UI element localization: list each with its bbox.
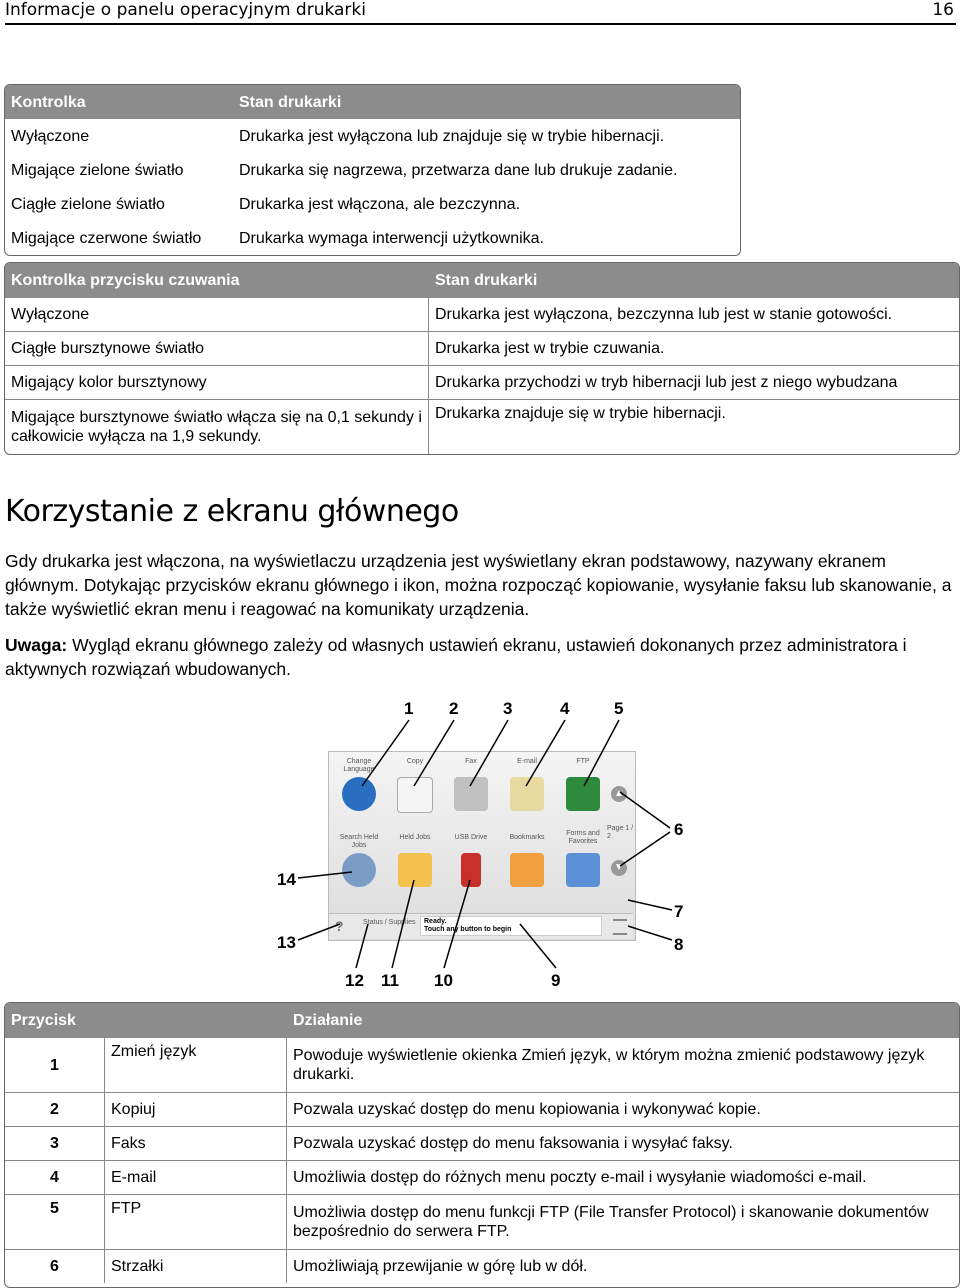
- table-cell: Migające czerwone światło: [11, 229, 202, 247]
- status-message: [420, 916, 602, 936]
- help-icon: ?: [335, 918, 344, 934]
- tile-copy: [389, 758, 441, 813]
- folder-icon: [398, 853, 432, 887]
- callout-number: 13: [277, 933, 296, 952]
- table-cell: 4: [5, 1160, 105, 1194]
- tile-search-held-jobs: [333, 834, 385, 887]
- section-title: Korzystanie z ekranu głównego: [5, 494, 459, 529]
- usb-icon: [461, 853, 481, 887]
- table-cell: Drukarka jest w trybie czuwania.: [429, 331, 959, 365]
- tile-label: USB Drive: [454, 834, 488, 841]
- callout-number: 7: [674, 902, 684, 921]
- table-row: [5, 1249, 959, 1283]
- fax-icon: [454, 777, 488, 811]
- col-header-action: Działanie: [287, 1003, 959, 1037]
- col-header-sleep-light: Kontrolka przycisku czuwania: [5, 263, 429, 297]
- arrow-up-icon: ▲: [611, 786, 627, 802]
- table-row: [5, 297, 959, 331]
- col-header-state: Stan drukarki: [233, 85, 740, 119]
- tile-fax: [445, 758, 497, 811]
- note-label: Uwaga:: [5, 635, 68, 655]
- table-row: [5, 365, 959, 399]
- tile-label: Held Jobs: [399, 834, 431, 841]
- table-cell: 3: [5, 1126, 105, 1160]
- table-cell: 6: [5, 1249, 105, 1283]
- status-bar: [329, 913, 633, 939]
- col-header-button: Przycisk: [5, 1003, 287, 1037]
- table-cell: Zmień język: [105, 1037, 287, 1092]
- table-cell: 1: [5, 1037, 105, 1092]
- tile-label: Change Language: [343, 758, 375, 773]
- arrow-down-icon: ▼: [611, 860, 627, 876]
- tile-label: Bookmarks: [509, 834, 545, 841]
- table-cell: Kopiuj: [105, 1092, 287, 1126]
- callout-number: 14: [277, 870, 296, 889]
- table-row: [5, 1092, 959, 1126]
- table-row: [5, 399, 959, 454]
- menu-icon: [613, 919, 627, 935]
- globe-icon: [342, 777, 376, 811]
- copy-icon: [397, 777, 433, 813]
- button-action-table: [4, 1002, 960, 1288]
- table-cell: Faks: [105, 1126, 287, 1160]
- table-row: [5, 1126, 959, 1160]
- tile-label: Search Held Jobs: [339, 834, 379, 849]
- home-screen-figure: [328, 751, 636, 941]
- col-header-light: Kontrolka: [5, 85, 233, 119]
- magnifier-icon: [342, 853, 376, 887]
- tile-bookmarks: [501, 834, 553, 887]
- table-cell: Ciągłe bursztynowe światło: [5, 331, 429, 365]
- table-cell: 5: [5, 1194, 105, 1249]
- indicator-light-table: [4, 84, 741, 256]
- table-cell: Umożliwia dostęp do menu funkcji FTP (File Transfer Protocol) i skanowanie dokumentów bezpośrednio do serwera FTP.: [287, 1194, 959, 1249]
- tile-label: Copy: [406, 758, 424, 765]
- callout-number: 6: [674, 820, 684, 839]
- table-cell: E-mail: [105, 1160, 287, 1194]
- tile-ftp: [557, 758, 609, 811]
- table-row: [5, 1037, 959, 1092]
- tile-email: [501, 758, 553, 811]
- status-message-line: Ready.: [424, 918, 447, 925]
- callout-number: 3: [503, 699, 513, 718]
- table-row: [5, 153, 740, 187]
- callout-number: 1: [404, 699, 414, 718]
- table-cell: Umożliwiają przewijanie w górę lub w dół.: [287, 1249, 959, 1283]
- callout-number: 8: [674, 935, 684, 954]
- table-cell: Pozwala uzyskać dostęp do menu kopiowania i wykonywać kopie.: [287, 1092, 959, 1126]
- table-cell: 2: [5, 1092, 105, 1126]
- tile-change-language: [333, 758, 385, 811]
- callout-number: 9: [551, 971, 561, 990]
- table-cell: Ciągłe zielone światło: [11, 195, 165, 213]
- table-cell: Drukarka jest włączona, ale bezczynna.: [239, 195, 521, 213]
- table-cell: Drukarka jest wyłączona, bezczynna lub jest w stanie gotowości.: [429, 297, 959, 331]
- table-cell: Drukarka znajduje się w trybie hibernacji.: [429, 399, 959, 454]
- page-header: [5, 0, 956, 25]
- forms-icon: [566, 853, 600, 887]
- table-cell: Umożliwia dostęp do różnych menu poczty e-mail i wysyłanie wiadomości e-mail.: [287, 1160, 959, 1194]
- callout-number: 2: [449, 699, 459, 718]
- tile-label: E-mail: [517, 758, 537, 765]
- note-text: Wygląd ekranu głównego zależy od własnych ustawień ekranu, ustawień dokonanych przez administratora i aktywnych rozwiązań wbudowanych.: [5, 635, 907, 679]
- tile-usb-drive: [445, 834, 497, 887]
- table-row: [5, 221, 740, 255]
- callout-number: 10: [434, 971, 453, 990]
- ftp-icon: [566, 777, 600, 811]
- tile-held-jobs: [389, 834, 441, 887]
- table-cell: Powoduje wyświetlenie okienka Zmień język, w którym można zmienić podstawowy język drukarki.: [287, 1037, 959, 1092]
- callout-number: 5: [614, 699, 624, 718]
- table-row: [5, 119, 740, 153]
- table-cell: Wyłączone: [11, 127, 90, 145]
- table-cell: Drukarka wymaga interwencji użytkownika.: [239, 229, 544, 247]
- table-row: [5, 187, 740, 221]
- envelope-icon: [510, 777, 544, 811]
- sleep-button-light-table: [4, 262, 960, 455]
- status-supplies-label: Status / Supplies: [363, 919, 416, 926]
- table-cell: FTP: [105, 1194, 287, 1249]
- table-row: [5, 1194, 959, 1249]
- table-cell: Strzałki: [105, 1249, 287, 1283]
- table-row: [5, 331, 959, 365]
- header-title: Informacje o panelu operacyjnym drukarki: [5, 0, 366, 20]
- callout-number: 11: [381, 971, 399, 990]
- table-cell: Migające zielone światło: [11, 161, 184, 179]
- col-header-state: Stan drukarki: [429, 263, 959, 297]
- intro-paragraph: Gdy drukarka jest włączona, na wyświetlaczu urządzenia jest wyświetlany ekran podstawowy, nazywany ekranem głównym. Dotykając przycisków ekranu głównego i ikon, można rozpocząć kopiowanie, wysyłanie faksu lub skanowanie, a także wyświetlić ekran menu i reagować na komunikaty urządzenia.: [5, 551, 952, 619]
- tile-label: Fax: [465, 758, 477, 765]
- tile-forms-and-favorites: [557, 830, 609, 887]
- table-cell: Migające bursztynowe światło włącza się na 0,1 sekundy i całkowicie wyłącza na 1,9 sekundy.: [5, 399, 429, 454]
- callout-number: 12: [345, 971, 364, 990]
- table-row: [5, 1160, 959, 1194]
- tile-label: Forms and Favorites: [566, 830, 600, 845]
- page-indicator: Page 1 / 2: [607, 825, 634, 840]
- status-message-line: Touch any button to begin: [424, 926, 512, 933]
- table-cell: Drukarka przychodzi w tryb hibernacji lub jest z niego wybudzana: [429, 365, 959, 399]
- callout-number: 4: [560, 699, 570, 718]
- table-cell: Migający kolor bursztynowy: [5, 365, 429, 399]
- page-number: 16: [932, 0, 954, 20]
- table-cell: Drukarka jest wyłączona lub znajduje się w trybie hibernacji.: [239, 127, 665, 145]
- table-cell: Drukarka się nagrzewa, przetwarza dane lub drukuje zadanie.: [239, 161, 678, 179]
- tile-label: FTP: [576, 758, 590, 765]
- table-cell: Pozwala uzyskać dostęp do menu faksowania i wysyłać faksy.: [287, 1126, 959, 1160]
- bookmark-icon: [510, 853, 544, 887]
- note-paragraph: [5, 633, 955, 681]
- table-cell: Wyłączone: [5, 297, 429, 331]
